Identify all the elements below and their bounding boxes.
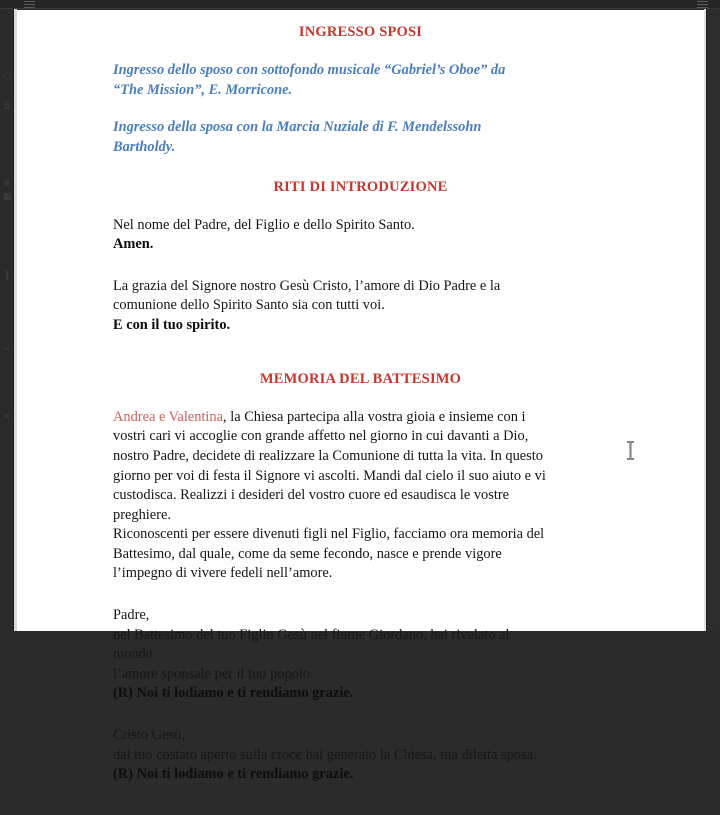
paragraph-invocazione-padre bbox=[113, 606, 548, 704]
drag-grip-icon-left[interactable] bbox=[24, 1, 35, 8]
spacer bbox=[113, 100, 704, 118]
spacer bbox=[113, 584, 704, 606]
paragraph-memoria-battesimo bbox=[113, 408, 548, 584]
line-text: La grazia del Signore nostro Gesù Cristo, l’amore di Dio Padre e la bbox=[113, 277, 501, 294]
line-text: dal tuo costato aperto sulla croce hai generato la Chiesa, tua diletta sposa. bbox=[113, 746, 537, 763]
drag-grip-icon-right[interactable] bbox=[697, 1, 708, 8]
spacer bbox=[113, 704, 704, 726]
line-text: Cristo Gesù, bbox=[113, 727, 185, 744]
line-text: l’amore sponsale per il tuo popolo. bbox=[113, 665, 314, 682]
line-text: comunione dello Spirito Santo sia con tutti voi. bbox=[113, 297, 385, 314]
page-icon[interactable]: ⋸ bbox=[3, 101, 11, 111]
spacer bbox=[113, 336, 704, 370]
spacer bbox=[113, 785, 704, 815]
text-icon[interactable]: ‖ bbox=[4, 271, 10, 281]
spacer bbox=[113, 388, 704, 408]
couple-names: Andrea e Valentina bbox=[113, 408, 224, 425]
response-text: (R) Noi ti lodiamo e ti rendiamo grazie. bbox=[113, 685, 354, 702]
line-text: Riconoscenti per essere divenuti figli nel Figlio, facciamo ora memoria del bbox=[113, 526, 545, 543]
line-text: nostro Padre, decidete di realizzare la Comunione di tutta la vita. In questo bbox=[113, 447, 543, 464]
close-icon[interactable]: × bbox=[3, 412, 11, 422]
line-text: Battesimo, dal quale, come da seme fecondo, nasce e prende vigore bbox=[113, 545, 502, 562]
line-text: l’impegno di vivere fedeli nell’amore. bbox=[113, 565, 333, 582]
left-toolbar-rail[interactable] bbox=[0, 9, 14, 631]
right-scrollbar-rail[interactable] bbox=[706, 9, 720, 631]
heading-ingresso-sposi: INGRESSO SPOSI bbox=[298, 24, 423, 40]
line-text: vostri cari vi accoglie con grande affetto nel giorno in cui davanti a Dio, bbox=[113, 428, 529, 445]
spacer bbox=[113, 255, 704, 277]
line-text: nel Battesimo del tuo Figlio Gesù nel fiume Giordano, hai rivelato al mondo bbox=[113, 626, 510, 663]
paragraph-invocazione-cristo bbox=[113, 726, 548, 785]
minus-icon[interactable]: − bbox=[3, 345, 11, 355]
paragraph-saluto-liturgico bbox=[113, 277, 548, 336]
line-text: giorno per voi di festa il Signore vi ascolti. Mandi dal cielo il suo aiuto e vi bbox=[113, 467, 546, 484]
heading-memoria-del-battesimo: MEMORIA DEL BATTESIMO bbox=[259, 370, 462, 387]
spacer bbox=[113, 196, 704, 216]
line-text: Mission”, E. Morricone. bbox=[147, 81, 293, 98]
spacer bbox=[113, 10, 704, 23]
paragraph-segno-di-croce bbox=[113, 216, 548, 255]
page-gutter-right bbox=[704, 9, 706, 631]
paragraph-ingresso-sposa: Ingresso della sposa con la Marcia Nuziale di F. Mendelssohn Bartholdy. bbox=[113, 119, 482, 155]
grid-icon[interactable]: ▦ bbox=[2, 192, 12, 202]
line-text: preghiere. bbox=[113, 506, 171, 523]
dot-icon[interactable]: · bbox=[5, 367, 9, 377]
window-title-bar[interactable] bbox=[0, 0, 720, 9]
document-page[interactable] bbox=[17, 10, 704, 783]
response-text: Amen. bbox=[113, 236, 154, 253]
list-icon[interactable]: ≡ bbox=[3, 179, 11, 189]
response-text: E con il tuo spirito. bbox=[113, 317, 231, 333]
document-content bbox=[17, 10, 704, 815]
response-text: (R) Noi ti lodiamo e ti rendiamo grazie. bbox=[113, 766, 354, 783]
line-text: Padre, bbox=[113, 607, 150, 624]
paragraph-ingresso-sposo bbox=[113, 61, 538, 100]
line-text: custodisca. Realizzi i desideri del vostro cuore ed esaudisca le vostre bbox=[113, 487, 510, 504]
line-text: , la Chiesa partecipa alla vostra gioia e insieme con i bbox=[223, 408, 526, 425]
spacer bbox=[113, 41, 704, 61]
heading-riti-di-introduzione: RITI DI INTRODUZIONE bbox=[273, 178, 448, 195]
line-text: Ingresso dello sposo con sottofondo musicale “Gabriel’s Oboe” da “The bbox=[113, 62, 506, 98]
line-text: Nel nome del Padre, del Figlio e dello Spirito Santo. bbox=[113, 216, 415, 233]
spacer bbox=[113, 158, 704, 178]
circle-icon[interactable]: ○ bbox=[3, 71, 11, 81]
